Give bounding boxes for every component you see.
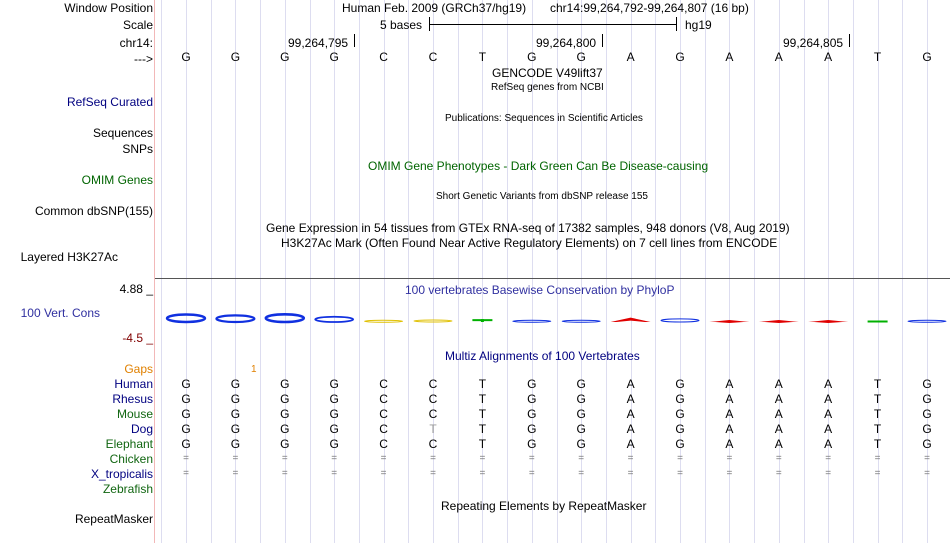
label-chrom[interactable]: chr14:: [119, 36, 153, 50]
alignment-base: =: [578, 453, 585, 464]
alignment-base: T: [478, 377, 487, 391]
alignment-base: A: [626, 437, 635, 451]
phylop-glyph: [562, 320, 600, 322]
reference-base: G: [527, 50, 537, 64]
track-label-column: [0, 0, 153, 543]
label-sequences[interactable]: Sequences: [92, 126, 153, 140]
alignment-base: G: [675, 407, 685, 421]
alignment-base: =: [183, 453, 189, 464]
omim-title[interactable]: OMIM Gene Phenotypes - Dark Green Can Be Disease-causing: [368, 159, 709, 173]
multiz-title[interactable]: Multiz Alignments of 100 Vertebrates: [445, 349, 640, 363]
alignment-base: A: [725, 377, 734, 391]
species-label-zebrafish[interactable]: Zebrafish: [102, 482, 153, 496]
phylop-glyph: [513, 320, 551, 322]
coord-tick-2: [602, 34, 603, 47]
alignment-base: G: [527, 437, 537, 451]
guide-line: [655, 0, 656, 543]
coord-label-2: 99,264,800: [536, 36, 597, 50]
alignment-base: G: [527, 392, 537, 406]
alignment-base: T: [478, 407, 487, 421]
alignment-base: G: [280, 437, 290, 451]
guide-line: [606, 0, 607, 543]
alignment-base: =: [331, 468, 338, 479]
reference-base: T: [873, 50, 882, 64]
reference-base: G: [280, 50, 290, 64]
alignment-base: C: [379, 422, 388, 436]
label-omim[interactable]: OMIM Genes: [81, 173, 153, 187]
h3k27-title[interactable]: H3K27Ac Mark (Often Found Near Active Regulatory Elements) on 7 cell lines from ENCODE: [281, 236, 778, 250]
alignment-base: =: [825, 468, 832, 479]
alignment-base: =: [528, 468, 535, 479]
refseq-subtitle[interactable]: RefSeq genes from NCBI: [491, 82, 604, 93]
reference-base: A: [725, 50, 734, 64]
alignment-base: T: [873, 392, 882, 406]
species-label-dog[interactable]: Dog: [130, 422, 153, 436]
alignment-base: A: [774, 422, 783, 436]
scale-bar: [429, 24, 677, 25]
alignment-base: =: [331, 453, 338, 464]
alignment-base: A: [725, 437, 734, 451]
publications-title[interactable]: Publications: Sequences in Scientific Articles: [445, 113, 643, 124]
alignment-base: A: [774, 437, 783, 451]
alignment-base: G: [329, 392, 339, 406]
alignment-base: =: [281, 468, 288, 479]
alignment-base: T: [478, 392, 487, 406]
guide-line: [458, 0, 459, 543]
dbsnp-title[interactable]: Short Genetic Variants from dbSNP release 155: [436, 191, 648, 202]
reference-base: G: [675, 50, 685, 64]
alignment-base: =: [232, 468, 239, 479]
alignment-base: G: [675, 437, 685, 451]
alignment-base: A: [774, 392, 783, 406]
species-label-rhesus[interactable]: Rhesus: [112, 392, 153, 406]
phylop-glyph: [759, 320, 799, 323]
alignment-base: G: [230, 377, 241, 391]
species-label-chicken[interactable]: Chicken: [109, 452, 153, 466]
label-scale[interactable]: Scale: [122, 18, 153, 32]
alignment-base: G: [922, 377, 932, 391]
repeatmasker-title[interactable]: Repeating Elements by RepeatMasker: [441, 499, 647, 513]
alignment-base: T: [873, 407, 882, 421]
alignment-base: =: [281, 453, 288, 464]
label-refseq[interactable]: RefSeq Curated: [66, 95, 153, 109]
guide-line: [853, 0, 854, 543]
alignment-base: A: [824, 422, 833, 436]
alignment-base: C: [379, 392, 388, 406]
alignment-base: A: [626, 377, 635, 391]
alignment-base: G: [576, 377, 586, 391]
label-vert-cons[interactable]: 100 Vert. Cons: [20, 306, 100, 320]
alignment-base: =: [183, 468, 189, 479]
label-common-dbsnp[interactable]: Common dbSNP(155): [34, 204, 153, 218]
phylop-glyph: [611, 318, 651, 322]
guide-line: [359, 0, 360, 543]
reference-base: A: [824, 50, 833, 64]
phylop-glyph: [481, 319, 484, 322]
label-strand[interactable]: --->: [134, 52, 153, 66]
alignment-base: A: [626, 422, 635, 436]
alignment-base: =: [627, 453, 634, 464]
alignment-base: T: [478, 437, 487, 451]
alignment-base: A: [774, 407, 783, 421]
reference-base: C: [428, 50, 438, 64]
reference-base: A: [626, 50, 635, 64]
reference-base: G: [576, 50, 586, 64]
label-snps[interactable]: SNPs: [122, 142, 153, 156]
guide-line: [902, 0, 903, 543]
alignment-base: A: [725, 422, 734, 436]
coord-tick-3: [849, 34, 850, 47]
alignment-base: G: [181, 377, 191, 391]
alignment-base: =: [430, 468, 436, 479]
label-window-position[interactable]: Window Position: [64, 1, 153, 15]
alignment-base: =: [430, 453, 436, 464]
alignment-base: =: [825, 453, 832, 464]
label-ymax: 4.88 _: [119, 282, 153, 296]
phylop-glyph: [808, 320, 848, 323]
phylop-separator: [155, 278, 950, 279]
guide-line: [260, 0, 261, 543]
alignment-base: =: [232, 453, 239, 464]
alignment-base: =: [726, 468, 733, 479]
alignment-base: G: [230, 392, 241, 406]
alignment-base: T: [429, 422, 437, 436]
species-label-x_tropicalis[interactable]: X_tropicalis: [90, 467, 153, 481]
phylop-glyph: [414, 320, 452, 322]
alignment-base: G: [329, 377, 339, 391]
alignment-base: T: [478, 422, 487, 436]
assembly-title: Human Feb. 2009 (GRCh37/hg19): [342, 1, 527, 15]
label-repeatmasker[interactable]: RepeatMasker: [74, 512, 153, 526]
alignment-base: G: [280, 377, 290, 391]
scale-label: 5 bases: [380, 18, 423, 32]
gtex-title[interactable]: Gene Expression in 54 tissues from GTEx RNA-seq of 17382 samples, 948 donors (V8, Aug 2019): [266, 221, 790, 235]
alignment-base: G: [922, 392, 932, 406]
alignment-base: G: [181, 437, 191, 451]
alignment-base: A: [725, 407, 734, 421]
alignment-base: =: [677, 453, 683, 464]
reference-base: A: [774, 50, 783, 64]
alignment-base: G: [922, 407, 932, 421]
guide-line: [408, 0, 409, 543]
alignment-base: G: [675, 377, 685, 391]
alignment-base: C: [428, 392, 438, 406]
phylop-graph[interactable]: [155, 298, 950, 328]
label-layered-h3k27ac[interactable]: Layered H3K27Ac: [20, 250, 118, 264]
phylop-glyph: [661, 319, 699, 322]
guide-line: [804, 0, 805, 543]
alignment-base: G: [576, 407, 586, 421]
reference-base: G: [230, 50, 241, 64]
alignment-base: =: [380, 453, 387, 464]
species-label-human[interactable]: Human: [114, 377, 153, 391]
label-ymin: -4.5 _: [122, 331, 153, 345]
alignment-base: G: [280, 407, 290, 421]
alignment-base: G: [576, 392, 586, 406]
phylop-glyph: [908, 320, 946, 322]
alignment-base: T: [873, 437, 882, 451]
alignment-base: G: [329, 407, 339, 421]
phylop-glyph: [365, 320, 403, 322]
alignment-base: T: [873, 422, 882, 436]
alignment-base: =: [479, 468, 486, 479]
phylop-title[interactable]: 100 vertebrates Basewise Conservation by PhyloP: [405, 283, 675, 297]
guide-line: [161, 0, 162, 543]
species-label-elephant[interactable]: Elephant: [105, 437, 153, 451]
alignment-base: C: [428, 377, 438, 391]
guide-line: [705, 0, 706, 543]
phylop-glyph: [315, 317, 353, 322]
gencode-title[interactable]: GENCODE V49lift37: [492, 66, 603, 80]
alignment-base: G: [576, 422, 586, 436]
phylop-glyph: [876, 321, 879, 323]
coord-label-1: 99,264,795: [288, 36, 349, 50]
alignment-base: A: [824, 377, 833, 391]
reference-base: T: [478, 50, 487, 64]
track-image[interactable]: [155, 0, 950, 543]
alignment-base: G: [527, 407, 537, 421]
alignment-base: =: [924, 468, 930, 479]
alignment-base: A: [774, 377, 783, 391]
reference-base: G: [329, 50, 339, 64]
alignment-base: G: [675, 392, 685, 406]
alignment-base: C: [379, 407, 388, 421]
scale-bar-right-tick: [676, 17, 677, 31]
alignment-base: A: [824, 407, 833, 421]
reference-base: G: [922, 50, 932, 64]
alignment-base: A: [725, 392, 734, 406]
alignment-base: G: [922, 437, 932, 451]
scale-db: hg19: [685, 18, 712, 32]
alignment-base: C: [428, 407, 438, 421]
alignment-base: =: [775, 453, 782, 464]
phylop-glyph: [709, 320, 749, 323]
guide-line: [310, 0, 311, 543]
alignment-base: =: [874, 468, 881, 479]
alignment-base: =: [578, 468, 585, 479]
alignment-base: =: [380, 468, 387, 479]
alignment-base: A: [824, 392, 833, 406]
coord-label-3: 99,264,805: [783, 36, 844, 50]
alignment-base: =: [528, 453, 535, 464]
alignment-base: C: [379, 377, 388, 391]
alignment-base: G: [230, 422, 241, 436]
coord-tick-1: [354, 34, 355, 47]
alignment-base: G: [922, 422, 932, 436]
alignment-base: G: [329, 422, 339, 436]
species-label-mouse[interactable]: Mouse: [116, 407, 153, 421]
alignment-base: G: [280, 422, 290, 436]
label-gaps[interactable]: Gaps: [124, 362, 153, 376]
alignment-base: =: [677, 468, 683, 479]
alignment-base: G: [675, 422, 685, 436]
phylop-glyph: [167, 315, 205, 322]
reference-base: C: [379, 50, 388, 64]
alignment-base: A: [824, 437, 833, 451]
alignment-base: G: [280, 392, 290, 406]
alignment-base: =: [924, 453, 930, 464]
alignment-base: =: [775, 468, 782, 479]
alignment-base: A: [626, 407, 635, 421]
alignment-base: G: [527, 422, 537, 436]
alignment-base: G: [181, 392, 191, 406]
alignment-base: G: [230, 407, 241, 421]
reference-base: G: [181, 50, 191, 64]
alignment-base: G: [181, 422, 191, 436]
phylop-glyph: [216, 315, 254, 322]
alignment-base: =: [726, 453, 733, 464]
alignment-base: G: [527, 377, 537, 391]
position-title: chr14:99,264,792-99,264,807 (16 bp): [550, 1, 749, 15]
guide-line: [211, 0, 212, 543]
alignment-base: C: [379, 437, 388, 451]
alignment-base: G: [576, 437, 586, 451]
alignment-base: G: [329, 437, 339, 451]
alignment-base: =: [874, 453, 881, 464]
alignment-base: T: [873, 377, 882, 391]
alignment-base: G: [181, 407, 191, 421]
alignment-base: =: [627, 468, 634, 479]
alignment-base: A: [626, 392, 635, 406]
alignment-base: =: [479, 453, 486, 464]
guide-line: [754, 0, 755, 543]
gap-value: 1: [251, 364, 257, 375]
alignment-base: C: [428, 437, 438, 451]
phylop-glyph: [266, 314, 304, 322]
alignment-base: G: [230, 437, 241, 451]
